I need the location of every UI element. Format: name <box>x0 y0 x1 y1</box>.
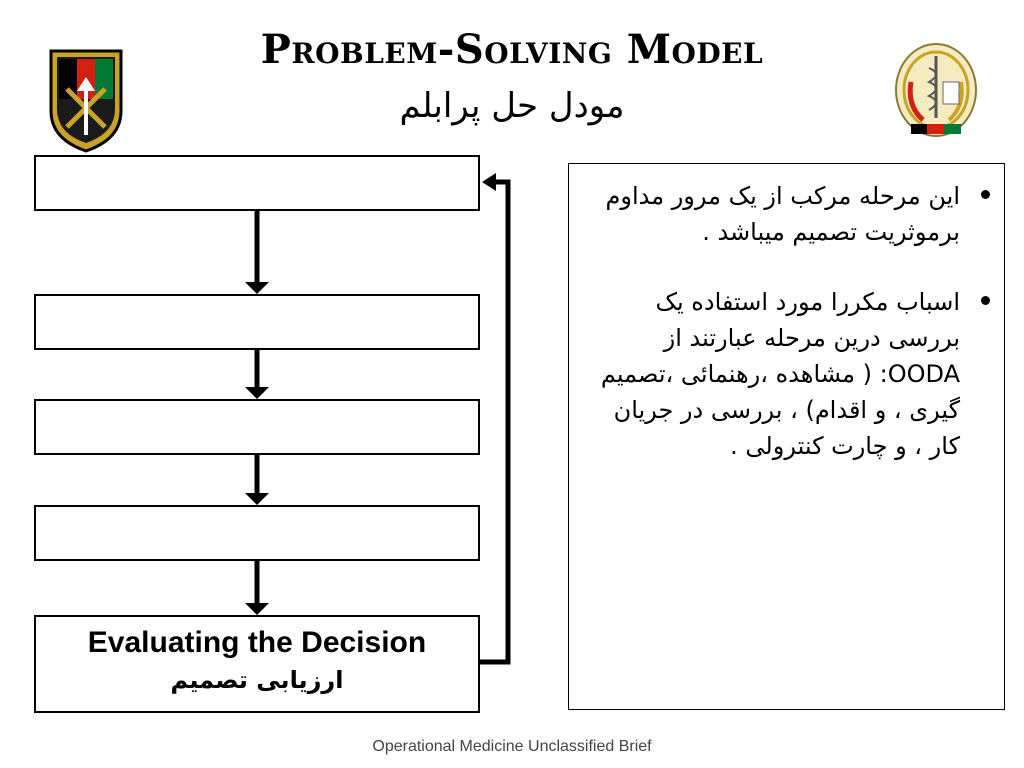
page-title: Problem-Solving Model <box>260 26 764 73</box>
notes-panel <box>568 163 1005 710</box>
feedback-loop-arrow <box>480 173 508 662</box>
page-subtitle: مودل حل پرابلم <box>399 86 625 126</box>
bullet-icon <box>981 190 990 199</box>
notes-list <box>569 164 1004 464</box>
arrow-4-5 <box>245 561 269 615</box>
list-item: این مرحله مرکب از یک مرور مداوم برموثریت تصمیم میباشد . <box>583 178 960 250</box>
arrow-1-2 <box>245 211 269 294</box>
step-label: Evaluating the Decision <box>87 626 427 659</box>
arrow-3-4 <box>245 455 269 505</box>
list-item: اسباب مکررا مورد استفاده یک بررسی درین مرحله عبارتند از OODA: ( مشاهده ،رهنمائی ،تصمیم گیری ، و اقدام) ، بررسی در جریان کار ، و چارت کنترولی . <box>583 284 960 464</box>
arrow-2-3 <box>245 350 269 399</box>
bullet-icon <box>981 296 990 305</box>
footer-text: Operational Medicine Unclassified Brief <box>372 738 652 755</box>
step-label-fa: ارزیابی تصمیم <box>170 666 344 694</box>
